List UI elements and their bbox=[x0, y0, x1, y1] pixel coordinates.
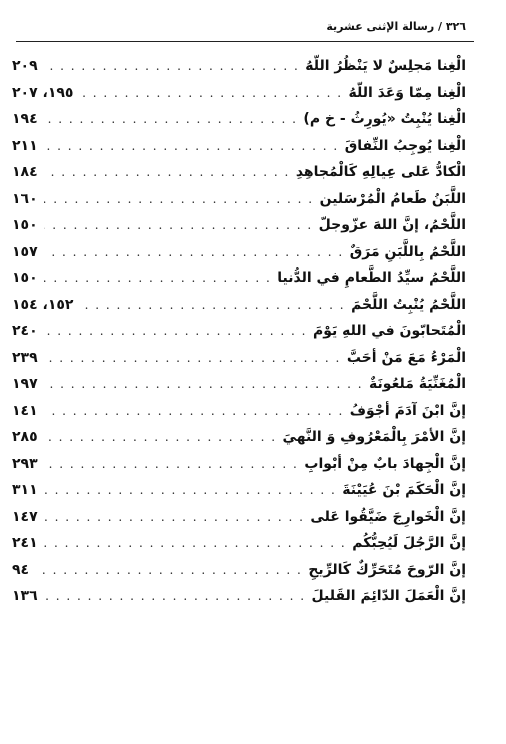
entry-page-number: ١٥٠ bbox=[12, 217, 38, 233]
entry-page-number: ٢٨٥ bbox=[12, 429, 38, 445]
entry-text: الْمُتَحابّونَ في اللهِ يَوْمَ bbox=[313, 323, 466, 339]
entry-text: الْغِنا مَجلِسٌ لا يَنْظُرُ اللّهُ bbox=[305, 58, 466, 74]
running-head: ٣٢٦ / رسالة الإثنى عشرية bbox=[326, 20, 466, 33]
entry-text: الْكادُّ عَلى عِيالِهِ كَالْمُجاهِدِ bbox=[295, 164, 466, 180]
entry-text: اللَّحْمُ، إنَّ اللهَ عزّوجلّ bbox=[318, 217, 466, 233]
index-entry bbox=[12, 217, 466, 244]
index-entry bbox=[12, 562, 466, 589]
entry-page-number: ٢٩٣ bbox=[12, 455, 38, 472]
dot-leader bbox=[44, 510, 305, 524]
entry-page-number: ١٩٧ bbox=[12, 376, 38, 392]
entry-page-number: ١٥٧ bbox=[12, 243, 38, 260]
dot-leader bbox=[44, 430, 277, 444]
entry-text: اللَّحْمُ يُنْبِتُ اللَّحْمَ bbox=[351, 296, 466, 313]
index-entry bbox=[12, 350, 466, 377]
dot-leader bbox=[44, 245, 344, 259]
index-entry bbox=[12, 270, 466, 297]
entry-text: إنَّ الرّوحَ مُتَحَرِّكٌ كَالرِّيحِ bbox=[308, 561, 466, 578]
index-entry bbox=[12, 482, 466, 509]
entry-text: إنَّ الْعَمَلَ الدّائِمَ القَليلَ bbox=[311, 588, 466, 604]
entry-page-number: ٢١١ bbox=[12, 137, 38, 154]
entry-text: الْغِنا يُنْبِتُ «يُورِثُ - خ م) bbox=[303, 111, 466, 127]
dot-leader bbox=[44, 589, 306, 603]
index-entry bbox=[12, 191, 466, 218]
entry-page-number: ٢٤٠ bbox=[12, 323, 38, 339]
index-entry bbox=[12, 297, 466, 324]
entry-text: الْغِنا يُوجِبُ النِّفاقَ bbox=[344, 137, 466, 154]
entry-page-number: ١٩٥، ٢٠٧ bbox=[12, 84, 74, 101]
entry-page-number: ٢٠٩ bbox=[12, 58, 38, 74]
entry-text: الْمَرْءُ مَعَ مَنْ أحَبَّ bbox=[346, 349, 466, 366]
entry-page-number: ١٩٤ bbox=[12, 111, 38, 127]
entry-page-number: ٣١١ bbox=[12, 482, 38, 498]
dot-leader bbox=[44, 165, 290, 179]
entry-text: اللَّحْمُ سيِّدُ الطَّعامِ في الدُّنيا bbox=[277, 270, 466, 286]
entry-page-number: ٢٣٩ bbox=[12, 349, 38, 366]
dot-leader bbox=[35, 563, 302, 577]
dot-leader bbox=[44, 457, 299, 471]
index-entry bbox=[12, 456, 466, 483]
index-entry bbox=[12, 58, 466, 85]
dot-leader bbox=[79, 86, 342, 100]
index-entry bbox=[12, 138, 466, 165]
entry-text: إنَّ الْحَكَمَ بْنَ عُيَيْنَةَ bbox=[342, 482, 466, 498]
index-entry bbox=[12, 323, 466, 350]
index-entry bbox=[12, 403, 466, 430]
dot-leader bbox=[79, 298, 345, 312]
dot-leader bbox=[44, 271, 272, 285]
dot-leader bbox=[44, 112, 298, 126]
entry-text: إنَّ الْخَوارِجَ ضَيَّقُوا عَلى bbox=[310, 508, 466, 525]
entry-page-number: ١٦٠ bbox=[12, 190, 38, 207]
entry-page-number: ١٤١ bbox=[12, 402, 38, 419]
index-entry bbox=[12, 429, 466, 456]
dot-leader bbox=[44, 59, 300, 73]
entry-page-number: ١٤٧ bbox=[12, 508, 38, 525]
entry-page-number: ١٣٦ bbox=[12, 588, 38, 604]
entry-page-number: ٢٤١ bbox=[12, 535, 38, 551]
dot-leader bbox=[44, 139, 339, 153]
index-entry bbox=[12, 376, 466, 403]
index-entry bbox=[12, 164, 466, 191]
entry-text: إنَّ ابْنَ آدَمَ أجْوَفُ bbox=[349, 402, 466, 419]
entry-text: إنَّ الْجِهادَ بابٌ مِنْ أبْوابِ bbox=[304, 455, 466, 472]
entry-page-number: ١٥٢، ١٥٤ bbox=[12, 296, 74, 313]
entry-text: اللَّحْمُ بِاللَّبَنِ مَرَقٌ bbox=[349, 243, 466, 260]
entry-text: إنَّ الأمْرَ بِالْمَعْرُوفِ وَ النَّهيَ bbox=[282, 429, 466, 445]
header-rule bbox=[16, 41, 474, 42]
entry-page-number: ١٨٤ bbox=[12, 164, 38, 180]
dot-leader bbox=[44, 377, 363, 391]
entry-text: الْغِنا مِمّا وَعَدَ اللّهُ bbox=[348, 84, 466, 101]
dot-leader bbox=[44, 351, 341, 365]
entry-text: إنَّ الرَّجُلَ لَيُحِبُّكُم bbox=[352, 535, 466, 551]
entry-page-number: ٩٤ bbox=[12, 561, 30, 578]
entry-page-number: ١٥٠ bbox=[12, 270, 38, 286]
entry-text: اللَّبَنُ طَعامُ الْمُرْسَلين bbox=[319, 190, 466, 207]
index-list bbox=[12, 58, 466, 615]
index-entry bbox=[12, 244, 466, 271]
dot-leader bbox=[44, 192, 314, 206]
index-entry bbox=[12, 535, 466, 562]
index-entry bbox=[12, 509, 466, 536]
dot-leader bbox=[44, 483, 337, 497]
dot-leader bbox=[44, 536, 347, 550]
dot-leader bbox=[44, 324, 307, 338]
index-entry bbox=[12, 85, 466, 112]
dot-leader bbox=[44, 404, 344, 418]
index-entry bbox=[12, 111, 466, 138]
dot-leader bbox=[44, 218, 313, 232]
index-entry bbox=[12, 588, 466, 615]
entry-text: الْمُغَنِّيَةُ مَلعُونَةٌ bbox=[369, 376, 466, 392]
